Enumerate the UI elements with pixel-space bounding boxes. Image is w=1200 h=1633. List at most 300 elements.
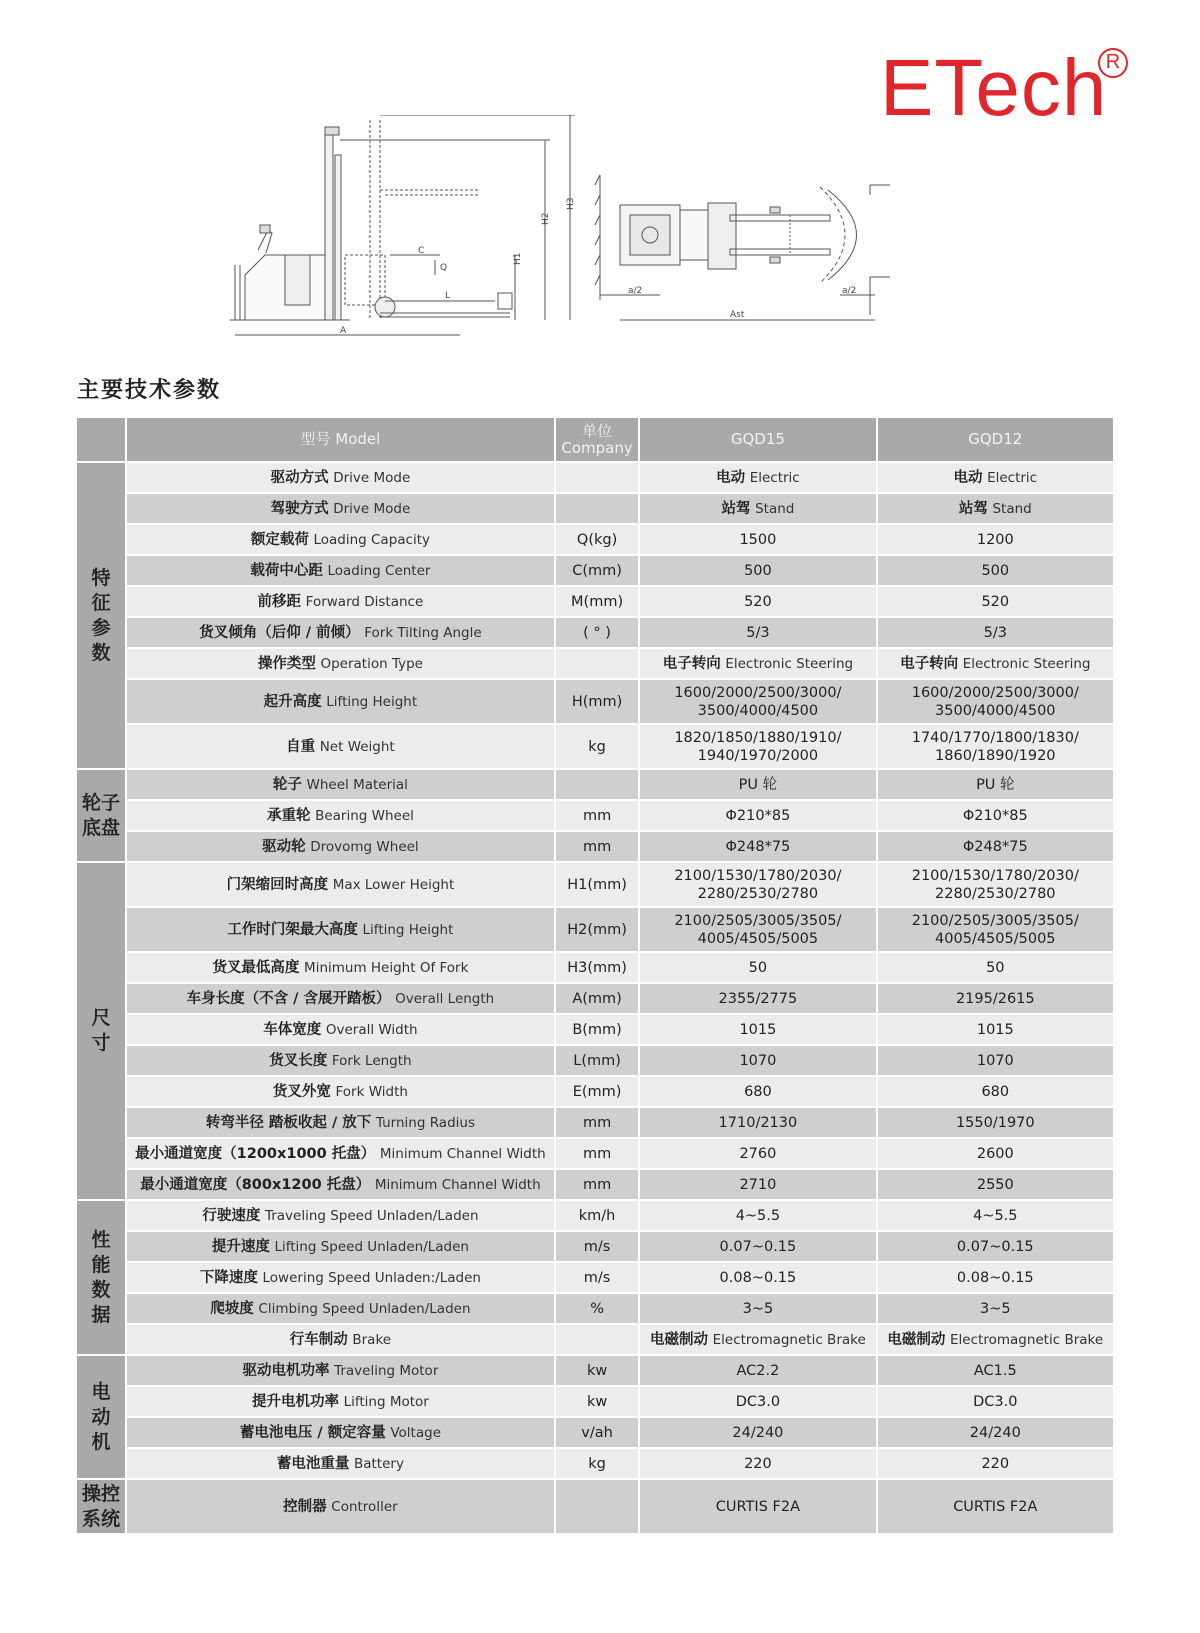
unit-cell: % [556,1294,638,1323]
unit-cell: H1(mm) [556,863,638,906]
value-en: Electric [987,469,1038,486]
category-cell [77,1201,125,1354]
value-cell-gqd15 [640,1480,875,1533]
table-row [77,1170,1113,1199]
value-text: CURTIS F2A [953,1498,1038,1515]
value-text: 2550 [976,1176,1014,1193]
value-cell-gqd12 [878,1356,1113,1385]
parameter-name-en: Traveling Motor [334,1362,439,1379]
parameter-name-en: Drive Mode [333,469,411,486]
value-cell-gqd15 [640,1139,875,1168]
parameter-name-en: Operation Type [320,655,423,672]
table-row [77,1449,1113,1478]
value-cell-gqd12 [878,618,1113,647]
value-cell-gqd12 [878,770,1113,799]
value-text: 680 [744,1083,772,1100]
value-text: 1070 [739,1052,777,1069]
value-text: 0.07~0.15 [719,1238,797,1255]
table-row [77,770,1113,799]
category-label: 轮子 [81,791,120,814]
category-label: 系统 [81,1507,120,1530]
value-zh: 电动 [953,469,983,486]
value-text: 500 [981,562,1010,579]
value-cell-gqd15 [640,463,875,492]
parameter-name-en: Fork Length [331,1052,412,1069]
category-cell [77,1480,125,1533]
value-cell-gqd15 [640,1325,875,1354]
value-cell-gqd12 [878,908,1113,951]
parameter-cell [127,1108,554,1137]
parameter-name-en: Overall Length [395,990,495,1007]
parameter-name-en: Overall Width [325,1021,418,1038]
value-text: 1600/2000/2500/3000/ 3500/4000/4500 [911,684,1079,719]
table-row [77,1015,1113,1044]
parameter-cell [127,1325,554,1354]
parameter-name-zh: 前移距 [257,593,302,610]
value-text: Φ210*85 [725,807,791,824]
category-label: 机 [91,1430,111,1453]
table-row [77,1263,1113,1292]
unit-cell: kg [556,725,638,768]
parameter-name-zh: 操作类型 [257,655,316,672]
table-row [77,1139,1113,1168]
table-row [77,587,1113,616]
parameter-name-en: Fork Tilting Angle [364,624,482,641]
parameter-cell [127,1387,554,1416]
unit-cell [556,494,638,523]
parameter-name-zh: 起升高度 [263,693,322,710]
parameter-name-en: Minimum Channel Width [379,1145,546,1162]
category-label: 尺 [91,1007,111,1029]
table-row [77,1480,1113,1533]
value-cell-gqd15 [640,494,875,523]
value-en: Electromagnetic Brake [712,1331,866,1348]
parameter-name-zh: 下降速度 [199,1269,258,1286]
parameter-cell [127,1077,554,1106]
value-text: 24/240 [969,1424,1021,1441]
category-cell [77,770,125,861]
category-label: 底盘 [81,816,120,839]
value-text: 2760 [739,1145,777,1162]
value-text: 2355/2775 [718,990,798,1007]
value-cell-gqd15 [640,1387,875,1416]
parameter-cell [127,1201,554,1230]
value-cell-gqd15 [640,1263,875,1292]
parameter-cell [127,463,554,492]
table-row [77,1046,1113,1075]
value-text: PU 轮 [976,776,1015,793]
dim-label-h3: H3 [566,197,576,210]
value-cell-gqd12 [878,863,1113,906]
parameter-cell [127,1170,554,1199]
parameter-name-zh: 载荷中心距 [250,562,323,579]
parameter-name-en: Bearing Wheel [315,807,414,824]
table-row [77,1077,1113,1106]
value-cell-gqd12 [878,1263,1113,1292]
value-cell-gqd12 [878,953,1113,982]
header-model-cell: 型号 Model [127,418,554,461]
header-unit-zh: 单位 [582,421,613,440]
category-label: 数 [91,641,111,664]
parameter-cell [127,1046,554,1075]
category-label: 据 [91,1303,111,1326]
category-label: 操控 [81,1482,120,1505]
value-zh: 电动 [716,469,746,486]
value-cell-gqd15 [640,1418,875,1447]
parameter-name-en: Max Lower Height [332,876,455,893]
value-text: 1600/2000/2500/3000/ 3500/4000/4500 [674,684,842,719]
parameter-name-zh: 门架缩回时高度 [226,876,329,893]
table-row [77,1294,1113,1323]
table-row [77,725,1113,768]
table-row [77,556,1113,585]
table-row [77,1356,1113,1385]
table-row [77,680,1113,723]
value-text: Φ248*75 [725,838,791,855]
value-cell-gqd15 [640,618,875,647]
parameter-cell [127,801,554,830]
unit-cell: kg [556,1449,638,1478]
value-text: 24/240 [732,1424,784,1441]
value-cell-gqd12 [878,1294,1113,1323]
value-cell-gqd12 [878,494,1113,523]
category-label: 参 [91,616,111,639]
value-zh: 电子转向 [900,655,959,672]
value-text: 4~5.5 [973,1207,1018,1224]
parameter-name-en: Net Weight [319,738,395,755]
value-text: 500 [744,562,772,579]
header-blank-cell [77,418,125,461]
unit-cell: m/s [556,1263,638,1292]
parameter-name-zh: 货叉倾角（后仰 / 前倾） [199,624,360,641]
value-text: CURTIS F2A [715,1498,800,1515]
value-text: 3~5 [979,1300,1011,1317]
parameter-cell [127,1449,554,1478]
unit-cell: mm [556,801,638,830]
value-cell-gqd12 [878,587,1113,616]
parameter-cell [127,649,554,678]
category-label: 动 [91,1405,111,1428]
unit-cell: km/h [556,1201,638,1230]
value-cell-gqd15 [640,1356,875,1385]
parameter-name-zh: 轮子 [272,776,302,793]
unit-cell [556,463,638,492]
table-row [77,953,1113,982]
value-cell-gqd12 [878,680,1113,723]
parameter-name-zh: 额定载荷 [250,531,309,548]
parameter-name-zh: 提升电机功率 [251,1393,339,1410]
header-unit-en: Company [561,438,633,457]
value-cell-gqd12 [878,1325,1113,1354]
value-en: Stand [755,500,795,517]
table-row [77,649,1113,678]
parameter-name-zh: 车身长度（不含 / 含展开踏板） [186,990,391,1007]
category-label: 特 [91,566,111,589]
unit-cell: mm [556,1139,638,1168]
parameter-cell [127,953,554,982]
header-model-gqd15: GQD15 [640,418,875,461]
unit-cell: H3(mm) [556,953,638,982]
dim-label-h2: H2 [541,212,551,225]
value-cell-gqd15 [640,770,875,799]
parameter-name-zh: 车体宽度 [263,1021,322,1038]
unit-cell: kw [556,1356,638,1385]
unit-cell: m/s [556,1232,638,1261]
value-text: 520 [981,593,1010,610]
value-text: 1015 [976,1021,1014,1038]
parameter-name-en: Drovomg Wheel [310,838,419,855]
value-text: DC3.0 [735,1393,781,1410]
category-label: 数 [91,1278,111,1301]
value-cell-gqd15 [640,1170,875,1199]
table-row [77,525,1113,554]
unit-cell: C(mm) [556,556,638,585]
parameter-name-zh: 最小通道宽度（800x1200 托盘） [140,1176,371,1193]
value-cell-gqd15 [640,556,875,585]
value-cell-gqd12 [878,1480,1113,1533]
value-text: 50 [748,959,768,976]
value-cell-gqd12 [878,1449,1113,1478]
table-row [77,463,1113,492]
parameter-name-zh: 驱动电机功率 [242,1362,330,1379]
category-label: 征 [91,591,111,614]
parameter-cell [127,525,554,554]
value-text: 2100/2505/3005/3505/ 4005/4505/5005 [911,912,1079,947]
parameter-name-en: Minimum Height Of Fork [304,959,469,976]
value-cell-gqd15 [640,1201,875,1230]
value-text: 2100/2505/3005/3505/ 4005/4505/5005 [674,912,842,947]
unit-cell: L(mm) [556,1046,638,1075]
value-cell-gqd12 [878,649,1113,678]
value-en: Electromagnetic Brake [950,1331,1104,1348]
parameter-name-en: Loading Capacity [313,531,430,548]
table-row [77,1325,1113,1354]
value-cell-gqd12 [878,725,1113,768]
value-zh: 电子转向 [662,655,721,672]
parameter-cell [127,832,554,861]
value-cell-gqd15 [640,1449,875,1478]
table-row [77,1232,1113,1261]
dim-label-l: L [445,291,451,301]
value-text: 2100/1530/1780/2030/ 2280/2530/2780 [674,867,842,902]
header-unit-cell [556,418,638,461]
value-cell-gqd12 [878,1201,1113,1230]
logo-wordmark: ETech [880,43,1108,132]
value-cell-gqd15 [640,1015,875,1044]
value-cell-gqd12 [878,1108,1113,1137]
value-text: 220 [744,1455,772,1472]
unit-cell: kw [556,1387,638,1416]
unit-cell: mm [556,1170,638,1199]
category-cell [77,1356,125,1478]
table-row [77,1201,1113,1230]
unit-cell [556,770,638,799]
unit-cell: H(mm) [556,680,638,723]
dim-label-a-half-right: a/2 [842,286,857,296]
parameter-name-en: Controller [331,1498,398,1515]
parameter-name-zh: 货叉最低高度 [212,959,300,976]
value-cell-gqd15 [640,1046,875,1075]
value-text: 1820/1850/1880/1910/ 1940/1970/2000 [674,729,842,764]
value-text: 680 [981,1083,1010,1100]
table-row [77,1418,1113,1447]
parameter-name-zh: 承重轮 [266,807,311,824]
parameter-cell [127,725,554,768]
value-en: Stand [992,500,1032,517]
forklift-technical-drawing [230,115,950,360]
parameter-name-zh: 控制器 [283,1498,327,1515]
value-text: 0.08~0.15 [956,1269,1034,1286]
value-text: 1200 [976,531,1014,548]
value-cell-gqd12 [878,1077,1113,1106]
unit-cell [556,1325,638,1354]
parameter-cell [127,1294,554,1323]
value-text: 1500 [739,531,777,548]
parameter-name-zh: 货叉外宽 [272,1083,331,1100]
unit-cell: mm [556,1108,638,1137]
parameter-name-en: Turning Radius [375,1114,475,1131]
value-text: 1015 [739,1021,777,1038]
section-title: 主要技术参数 [77,378,222,403]
parameter-cell [127,494,554,523]
table-row [77,1108,1113,1137]
unit-cell [556,649,638,678]
parameter-name-zh: 最小通道宽度（1200x1000 托盘） [135,1145,376,1162]
value-cell-gqd15 [640,908,875,951]
value-cell-gqd15 [640,1232,875,1261]
parameter-name-en: Climbing Speed Unladen/Laden [258,1300,471,1317]
value-cell-gqd12 [878,1418,1113,1447]
value-cell-gqd12 [878,984,1113,1013]
value-cell-gqd15 [640,1294,875,1323]
dim-label-a: A [340,326,347,336]
unit-cell: mm [556,832,638,861]
parameter-cell [127,908,554,951]
parameter-cell [127,587,554,616]
value-text: DC3.0 [973,1393,1018,1410]
value-en: Electric [749,469,800,486]
category-label: 能 [91,1253,111,1276]
parameter-cell [127,556,554,585]
unit-cell: ( ° ) [556,618,638,647]
value-cell-gqd12 [878,1015,1113,1044]
parameter-name-zh: 行驶速度 [202,1207,261,1224]
parameter-name-en: Traveling Speed Unladen/Laden [264,1207,479,1224]
value-cell-gqd15 [640,680,875,723]
table-row [77,832,1113,861]
value-cell-gqd12 [878,1387,1113,1416]
value-cell-gqd15 [640,953,875,982]
dim-label-h1: H1 [513,252,523,265]
parameter-name-en: Wheel Material [306,776,408,793]
table-row [77,908,1113,951]
category-label: 寸 [91,1032,111,1054]
registered-mark-icon: R [1098,48,1128,78]
parameter-name-zh: 驱动轮 [262,838,306,855]
value-cell-gqd15 [640,1077,875,1106]
value-text: 3~5 [742,1300,774,1317]
unit-cell: E(mm) [556,1077,638,1106]
value-zh: 站驾 [958,500,988,517]
category-cell [77,463,125,768]
parameter-name-zh: 自重 [286,738,316,755]
value-cell-gqd12 [878,525,1113,554]
parameter-cell [127,984,554,1013]
parameter-name-zh: 蓄电池重量 [276,1455,350,1472]
parameter-cell [127,770,554,799]
value-cell-gqd15 [640,1108,875,1137]
value-cell-gqd12 [878,801,1113,830]
value-text: 520 [744,593,772,610]
value-text: 2710 [739,1176,777,1193]
table-header-row [77,418,1113,461]
value-text: 2600 [976,1145,1014,1162]
parameter-cell [127,1480,554,1533]
parameter-name-en: Lifting Height [362,921,454,938]
parameter-name-en: Lifting Motor [343,1393,429,1410]
value-cell-gqd12 [878,1232,1113,1261]
value-text: PU 轮 [738,776,778,793]
value-text: AC2.2 [736,1362,780,1379]
parameter-cell [127,1232,554,1261]
value-text: 2195/2615 [955,990,1035,1007]
value-en: Electronic Steering [725,655,854,672]
parameter-name-en: Lifting Speed Unladen/Laden [274,1238,469,1255]
parameter-cell [127,618,554,647]
table-row [77,1387,1113,1416]
parameter-name-zh: 转弯半径 踏板收起 / 放下 [205,1114,372,1131]
parameter-cell [127,863,554,906]
value-zh: 电磁制动 [650,1331,709,1348]
parameter-name-zh: 爬坡度 [210,1300,254,1317]
value-cell-gqd12 [878,463,1113,492]
value-cell-gqd15 [640,725,875,768]
dim-label-q: Q [440,263,448,273]
unit-cell: v/ah [556,1418,638,1447]
parameter-name-zh: 蓄电池电压 / 额定容量 [239,1424,386,1441]
parameter-name-en: Lifting Height [326,693,418,710]
category-label: 性 [91,1228,111,1251]
value-text: 50 [986,959,1005,976]
parameter-name-en: Minimum Channel Width [374,1176,541,1193]
value-text: 4~5.5 [735,1207,781,1224]
value-zh: 站驾 [721,500,751,517]
value-text: Φ248*75 [962,838,1028,855]
unit-cell: A(mm) [556,984,638,1013]
parameter-name-en: Drive Mode [333,500,411,517]
dim-label-c: C [418,246,425,256]
parameter-name-en: Voltage [390,1424,441,1441]
value-cell-gqd15 [640,587,875,616]
value-text: 1710/2130 [718,1114,798,1131]
table-row [77,618,1113,647]
value-text: 1550/1970 [955,1114,1035,1131]
header-model-gqd12: GQD12 [878,418,1113,461]
value-text: 1070 [976,1052,1014,1069]
value-text: 0.07~0.15 [956,1238,1034,1255]
table-row [77,494,1113,523]
value-text: 2100/1530/1780/2030/ 2280/2530/2780 [911,867,1079,902]
value-text: 1740/1770/1800/1830/ 1860/1890/1920 [911,729,1079,764]
category-cell [77,863,125,1199]
unit-cell: Q(kg) [556,525,638,554]
value-cell-gqd12 [878,1170,1113,1199]
value-text: 220 [981,1455,1010,1472]
value-cell-gqd12 [878,1046,1113,1075]
parameter-name-en: Brake [352,1331,392,1348]
value-cell-gqd12 [878,1139,1113,1168]
category-label: 电 [91,1380,111,1403]
